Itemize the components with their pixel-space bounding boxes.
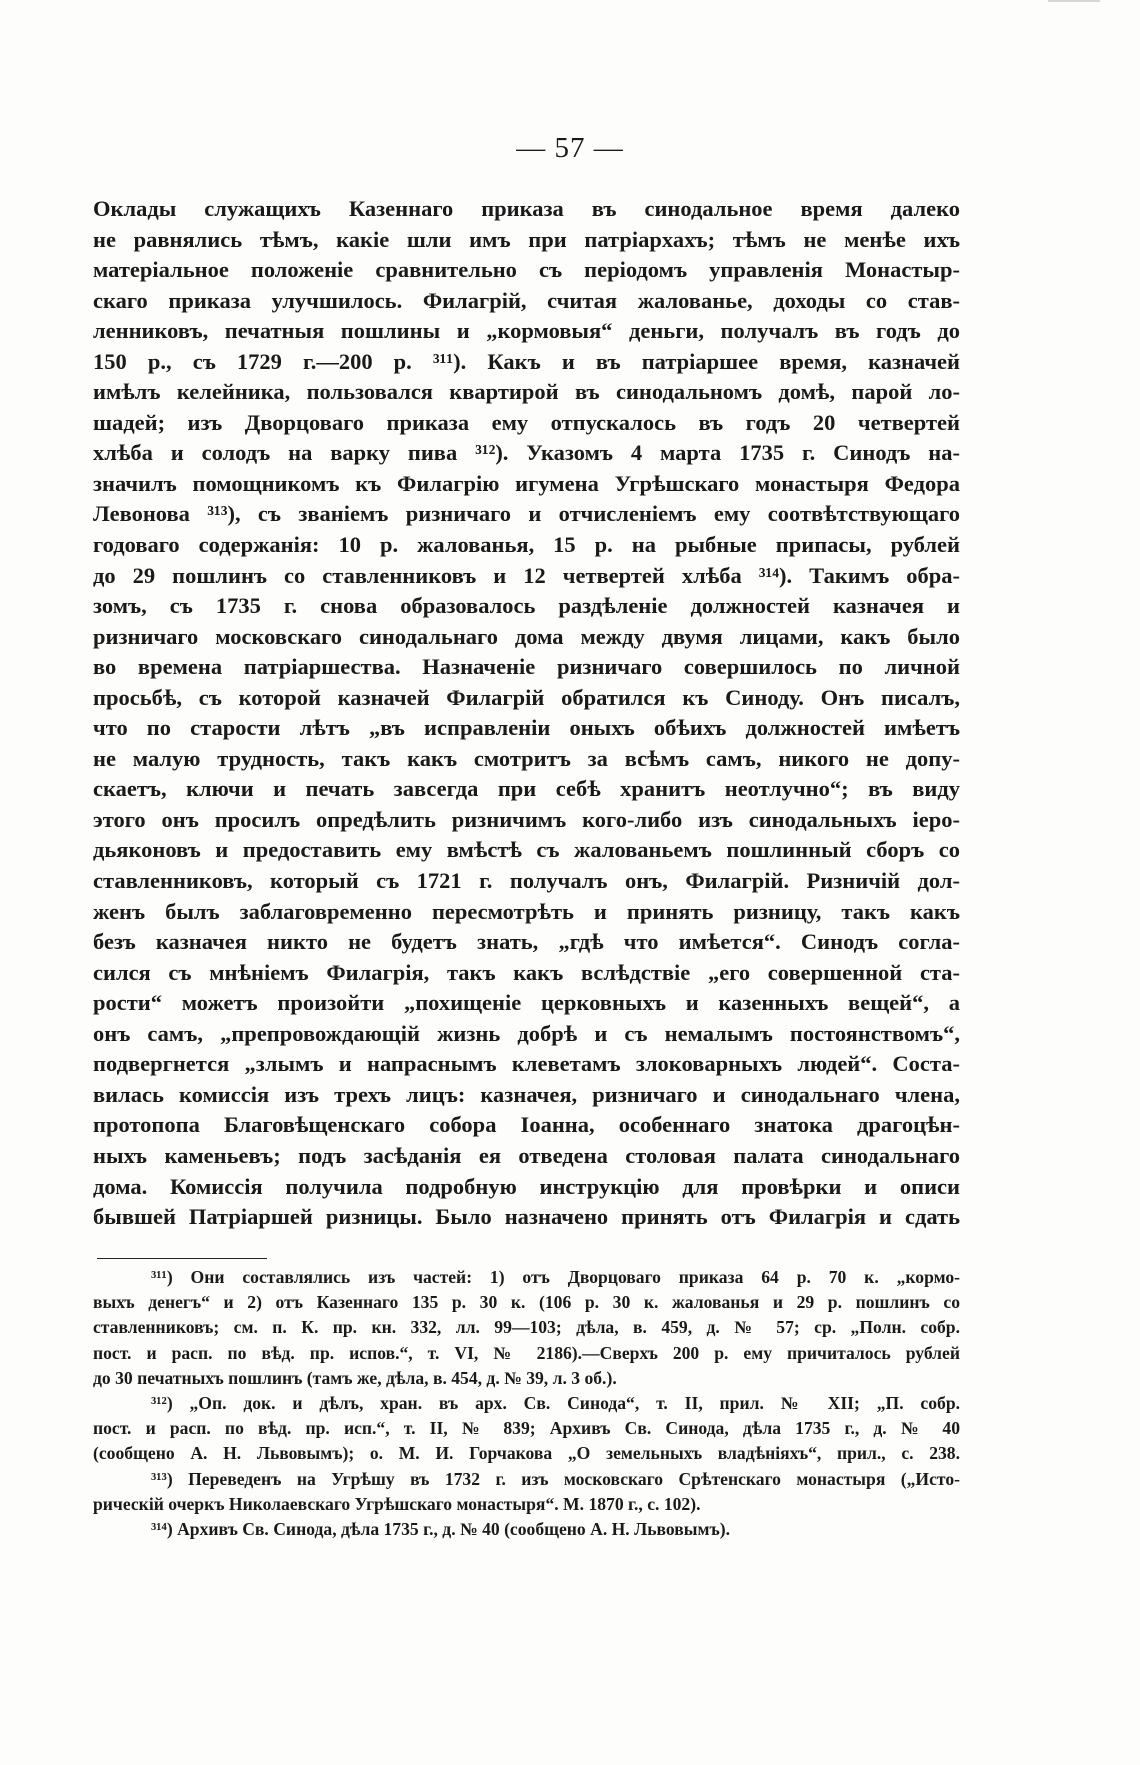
footnote-line: рическій очеркъ Николаевскаго Угрѣшскаго монастыря“. М. 1870 г., с. 102). bbox=[93, 1493, 701, 1514]
body-line: вилась комиссія изъ трехъ лицъ: казначея, ризничаго и синодальнаго члена, bbox=[93, 1081, 960, 1107]
body-line: скаетъ, ключи и печать завсегда при себѣ хранитъ неотлучно“; въ виду bbox=[93, 776, 960, 802]
scan-edge-mark bbox=[1048, 0, 1100, 2]
body-line: ризничаго московскаго синодальнаго дома между двумя лицами, какъ было bbox=[93, 623, 960, 649]
body-line: скаго приказа улучшилось. Филагрій, считая жалованье, доходы со став- bbox=[93, 287, 960, 313]
body-line: Левонова ³¹³), съ званіемъ ризничаго и отчисленіемъ ему соотвѣтствующаго bbox=[93, 501, 960, 527]
footnote-line: (сообщено А. Н. Львовымъ); о. М. И. Горчакова „О земельныхъ владѣніяхъ“, прил., с. 238. bbox=[93, 1443, 960, 1464]
body-line: сился съ мнѣніемъ Филагрія, такъ какъ вслѣдствіе „его совершенной ста- bbox=[93, 959, 960, 985]
body-line: онъ самъ, „препровождающій жизнь добрѣ и съ немалымъ постоянствомъ“, bbox=[93, 1020, 960, 1046]
footnote-312 bbox=[93, 1391, 960, 1467]
body-line: бывшей Патріаршей ризницы. Было назначено принять отъ Филагрія и сдать bbox=[93, 1204, 960, 1230]
footnote-line: ³¹¹) Они составлялись изъ частей: 1) отъ Дворцоваго приказа 64 р. 70 к. „кормо- bbox=[151, 1267, 960, 1287]
body-line: матеріальное положеніе сравнительно съ періодомъ управленія Монастыр- bbox=[93, 257, 960, 283]
body-line: годоваго содержанія: 10 р. жалованья, 15 р. на рыбные припасы, рублей bbox=[93, 532, 960, 558]
body-line: значилъ помощникомъ къ Филагрію игумена Угрѣшскаго монастыря Федора bbox=[93, 470, 960, 496]
footnote-line: выхъ денегъ“ и 2) отъ Казеннаго 135 р. 30 к. (106 р. 30 к. жалованья и 29 р. пошлинъ со bbox=[93, 1292, 960, 1313]
footnotes bbox=[93, 1265, 960, 1542]
body-line: протопопа Благовѣщенскаго собора Іоанна, особеннаго знатока драгоцѣн- bbox=[93, 1112, 960, 1138]
body-line: дома. Комиссія получила подробную инструкцію для провѣрки и описи bbox=[93, 1173, 960, 1199]
body-line: рости“ можетъ произойти „похищеніе церковныхъ и казенныхъ вещей“, а bbox=[93, 990, 960, 1016]
body-line: зомъ, съ 1735 г. снова образовалось раздѣленіе должностей казначея и bbox=[93, 593, 960, 619]
body-line: шадей; изъ Дворцоваго приказа ему отпускалось въ годъ 20 четвертей bbox=[93, 409, 960, 435]
body-line: ныхъ каменьевъ; подъ засѣданія ея отведена столовая палата синодальнаго bbox=[93, 1142, 960, 1168]
body-line: Оклады служащихъ Казеннаго приказа въ синодальное время далеко bbox=[93, 196, 960, 221]
body-line: хлѣба и солодъ на варку пива ³¹²). Указомъ 4 марта 1735 г. Синодъ на- bbox=[93, 440, 960, 466]
footnote-line: до 30 печатныхъ пошлинъ (тамъ же, дѣла, в. 454, д. № 39, л. 3 об.). bbox=[93, 1367, 617, 1388]
page-number: — 57 — bbox=[516, 132, 624, 164]
body-line: ленниковъ, печатныя пошлины и „кормовыя“ деньги, получалъ въ годъ до bbox=[93, 318, 960, 344]
footnote-line: ставленниковъ; см. п. К. пр. кн. 332, лл. 99—103; дѣла, в. 459, д. № 57; ср. „Полн. собр. bbox=[93, 1317, 960, 1338]
body-line: дьяконовъ и предоставить ему вмѣстѣ съ жалованьемъ пошлинный сборъ со bbox=[93, 837, 960, 863]
body-line: женъ былъ заблаговременно пересмотрѣть и принять ризницу, такъ какъ bbox=[93, 898, 960, 924]
body-line: просьбѣ, съ которой казначей Филагрій обратился къ Синоду. Онъ писалъ, bbox=[93, 684, 960, 710]
body-line: не малую трудность, такъ какъ смотритъ за всѣмъ самъ, никого не допу- bbox=[93, 745, 960, 771]
body-line: ставленниковъ, который съ 1721 г. получалъ онъ, Филагрій. Ризничій дол- bbox=[93, 868, 960, 894]
body-line: этого онъ просилъ опредѣлить ризничимъ кого-либо изъ синодальныхъ іеро- bbox=[93, 806, 960, 832]
body-line: что по старости лѣтъ „въ исправленіи оныхъ обѣихъ должностей имѣетъ bbox=[93, 715, 960, 741]
body-line: во времена патріаршества. Назначеніе ризничаго совершилось по личной bbox=[93, 654, 960, 680]
footnote-line: пост. и расп. по вѣд. пр. испов.“, т. VI, № 2186).—Сверхъ 200 р. ему причиталось рублей bbox=[93, 1342, 960, 1363]
footnote-line: ³¹⁴) Архивъ Св. Синода, дѣла 1735 г., д. № 40 (сообщено А. Н. Львовымъ). bbox=[151, 1518, 730, 1539]
main-text-body bbox=[93, 194, 960, 1233]
body-line: 150 р., съ 1729 г.—200 р. ³¹¹). Какъ и въ патріаршее время, казначей bbox=[93, 348, 960, 374]
body-line: до 29 пошлинъ со ставленниковъ и 12 четвертей хлѣба ³¹⁴). Такимъ обра- bbox=[93, 562, 960, 588]
footnote-separator bbox=[97, 1258, 267, 1259]
body-line: имѣлъ келейника, пользовался квартирой въ синодальномъ домѣ, парой ло- bbox=[93, 379, 960, 405]
footnote-line: пост. и расп. по вѣд. пр. исп.“, т. II, № 839; Архивъ Св. Синода, дѣла 1735 г., д. № 40 bbox=[93, 1418, 960, 1439]
footnote-311 bbox=[93, 1265, 960, 1391]
body-line: безъ казначея никто не будетъ знать, „гдѣ что имѣется“. Синодъ согла- bbox=[93, 929, 960, 955]
footnote-313 bbox=[93, 1467, 960, 1517]
footnote-line: ³¹³) Переведенъ на Угрѣшу въ 1732 г. изъ московскаго Срѣтенскаго монастыря („Исто- bbox=[151, 1468, 960, 1489]
body-line: не равнялись тѣмъ, какіе шли имъ при патріархахъ; тѣмъ не менѣе ихъ bbox=[93, 226, 960, 252]
body-line: подвергнется „злымъ и напраснымъ клеветамъ злоковарныхъ людей“. Соста- bbox=[93, 1051, 960, 1077]
footnote-line: ³¹²) „Оп. док. и дѣлъ, хран. въ арх. Св. Синода“, т. II, прил. № XII; „П. собр. bbox=[151, 1392, 960, 1413]
footnote-314 bbox=[93, 1517, 960, 1542]
